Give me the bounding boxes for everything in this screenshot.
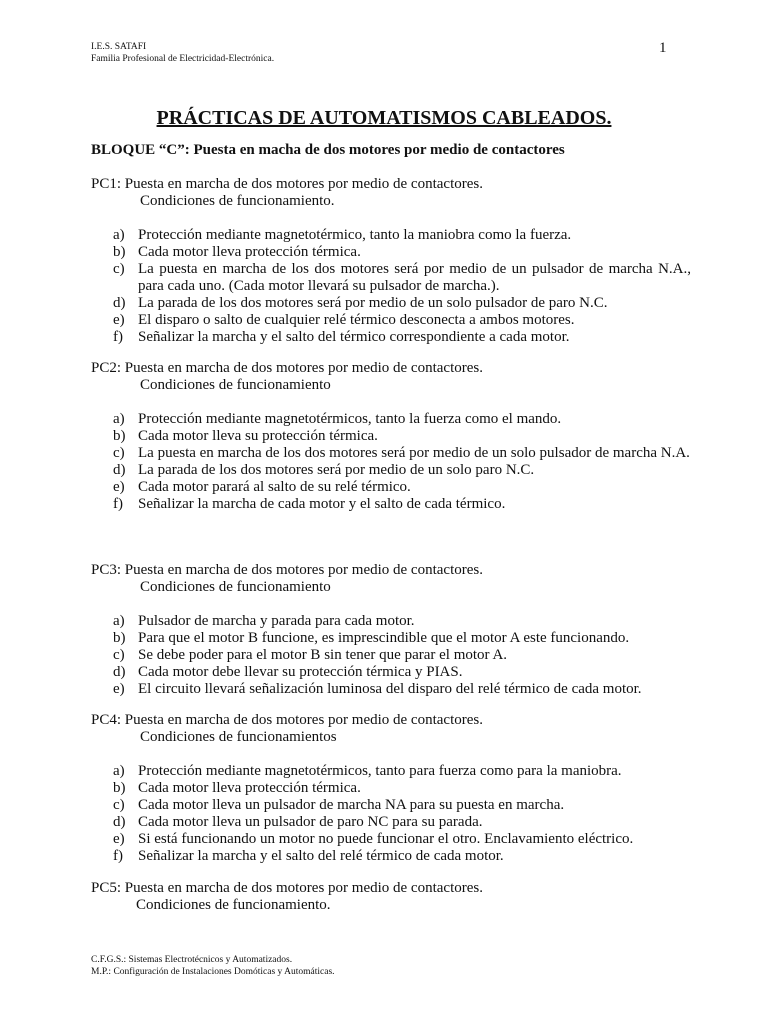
section-conditions: Condiciones de funcionamiento.	[136, 897, 331, 913]
list-item	[91, 763, 691, 780]
practice-section-pc4	[91, 712, 691, 865]
list-item	[91, 445, 691, 462]
item-label: f)	[113, 329, 123, 345]
item-label: c)	[113, 647, 125, 663]
item-label: f)	[113, 848, 123, 864]
item-label: a)	[113, 763, 125, 779]
item-label: e)	[113, 479, 125, 495]
item-label: e)	[113, 312, 125, 328]
section-conditions: Condiciones de funcionamientos	[140, 729, 337, 745]
item-text: Cada motor lleva protección térmica.	[138, 780, 361, 796]
item-text: Señalizar la marcha y el salto del relé térmico de cada motor.	[138, 848, 504, 864]
list-item	[91, 780, 691, 797]
practice-section-pc1	[91, 176, 691, 346]
section-conditions: Condiciones de funcionamiento	[140, 377, 331, 393]
list-item	[91, 462, 691, 479]
list-item	[91, 329, 691, 346]
item-text: Cada motor lleva su protección térmica.	[138, 428, 378, 444]
item-text: Protección mediante magnetotérmico, tanto la maniobra como la fuerza.	[138, 227, 572, 243]
list-item	[91, 647, 691, 664]
department-name: Familia Profesional de Electricidad-Electrónica.	[91, 54, 275, 64]
item-text: La parada de los dos motores será por medio de un solo pulsador de paro N.C.	[138, 295, 608, 311]
practice-section-pc5	[91, 880, 691, 914]
item-label: b)	[113, 428, 126, 444]
practice-section-pc2	[91, 360, 691, 513]
item-label: c)	[113, 797, 125, 813]
page-number: 1	[659, 40, 667, 56]
school-name: I.E.S. SATAFI	[91, 42, 147, 52]
conditions-list	[91, 227, 691, 346]
item-label: d)	[113, 664, 126, 680]
conditions-list	[91, 613, 691, 698]
item-text: Protección mediante magnetotérmicos, tanto la fuerza como el mando.	[138, 411, 562, 427]
item-label: b)	[113, 780, 126, 796]
section-heading: PC2: Puesta en marcha de dos motores por medio de contactores.	[91, 360, 483, 376]
list-item	[91, 613, 691, 630]
item-text: Cada motor lleva un pulsador de paro NC para su parada.	[138, 814, 483, 830]
list-item	[91, 295, 691, 312]
page-footer	[91, 954, 335, 978]
section-heading: PC4: Puesta en marcha de dos motores por medio de contactores.	[91, 712, 483, 728]
item-text: La puesta en marcha de los dos motores será por medio de un pulsador de marcha N.A., para cada uno. (Cada motor llevará su pulsador de marcha.).	[138, 261, 691, 294]
footer-module: M.P.: Configuración de Instalaciones Domóticas y Automáticas.	[91, 967, 335, 977]
list-item	[91, 227, 691, 244]
list-item	[91, 244, 691, 261]
item-label: e)	[113, 831, 125, 847]
item-text: La parada de los dos motores será por medio de un solo paro N.C.	[138, 462, 535, 478]
conditions-list	[91, 763, 691, 865]
footer-course: C.F.G.S.: Sistemas Electrotécnicos y Automatizados.	[91, 955, 293, 965]
section-conditions: Condiciones de funcionamiento.	[140, 193, 335, 209]
item-label: e)	[113, 681, 125, 697]
section-heading: PC1: Puesta en marcha de dos motores por medio de contactores.	[91, 176, 483, 192]
item-text: Para que el motor B funcione, es imprescindible que el motor A este funcionando.	[138, 630, 630, 646]
item-label: a)	[113, 227, 125, 243]
list-item	[91, 797, 691, 814]
item-label: c)	[113, 261, 125, 277]
item-text: Si está funcionando un motor no puede funcionar el otro. Enclavamiento eléctrico.	[138, 831, 634, 847]
section-conditions: Condiciones de funcionamiento	[140, 579, 331, 595]
item-label: b)	[113, 630, 126, 646]
item-text: Pulsador de marcha y parada para cada motor.	[138, 613, 415, 629]
list-item	[91, 479, 691, 496]
section-heading: PC5: Puesta en marcha de dos motores por medio de contactores.	[91, 880, 483, 896]
list-item	[91, 428, 691, 445]
item-text: Cada motor lleva protección térmica.	[138, 244, 361, 260]
document-title: PRÁCTICAS DE AUTOMATISMOS CABLEADOS.	[156, 107, 612, 129]
list-item	[91, 630, 691, 647]
item-text: El circuito llevará señalización luminosa del disparo del relé térmico de cada motor.	[138, 681, 642, 697]
item-label: d)	[113, 814, 126, 830]
list-item	[91, 848, 691, 865]
item-label: a)	[113, 613, 125, 629]
item-text: Cada motor lleva un pulsador de marcha NA para su puesta en marcha.	[138, 797, 565, 813]
list-item	[91, 496, 691, 513]
item-label: d)	[113, 295, 126, 311]
block-heading: BLOQUE “C”: Puesta en macha de dos motores por medio de contactores	[91, 142, 565, 158]
list-item	[91, 664, 691, 681]
item-text: La puesta en marcha de los dos motores será por medio de un solo pulsador de marcha N.A.	[138, 445, 690, 461]
item-text: Señalizar la marcha de cada motor y el salto de cada térmico.	[138, 496, 506, 512]
item-text: Cada motor debe llevar su protección térmica y PIAS.	[138, 664, 463, 680]
item-text: Protección mediante magnetotérmicos, tanto para fuerza como para la maniobra.	[138, 763, 622, 779]
item-label: a)	[113, 411, 125, 427]
list-item	[91, 261, 691, 295]
section-heading: PC3: Puesta en marcha de dos motores por medio de contactores.	[91, 562, 483, 578]
item-label: f)	[113, 496, 123, 512]
list-item	[91, 312, 691, 329]
item-text: Cada motor parará al salto de su relé térmico.	[138, 479, 411, 495]
item-text: Señalizar la marcha y el salto del térmico correspondiente a cada motor.	[138, 329, 570, 345]
list-item	[91, 831, 691, 848]
item-label: c)	[113, 445, 125, 461]
list-item	[91, 814, 691, 831]
item-label: b)	[113, 244, 126, 260]
conditions-list	[91, 411, 691, 513]
list-item	[91, 411, 691, 428]
practice-section-pc3	[91, 562, 691, 698]
item-label: d)	[113, 462, 126, 478]
item-text: Se debe poder para el motor B sin tener que parar el motor A.	[138, 647, 508, 663]
item-text: El disparo o salto de cualquier relé térmico desconecta a ambos motores.	[138, 312, 575, 328]
page-header	[91, 41, 274, 65]
list-item	[91, 681, 691, 698]
